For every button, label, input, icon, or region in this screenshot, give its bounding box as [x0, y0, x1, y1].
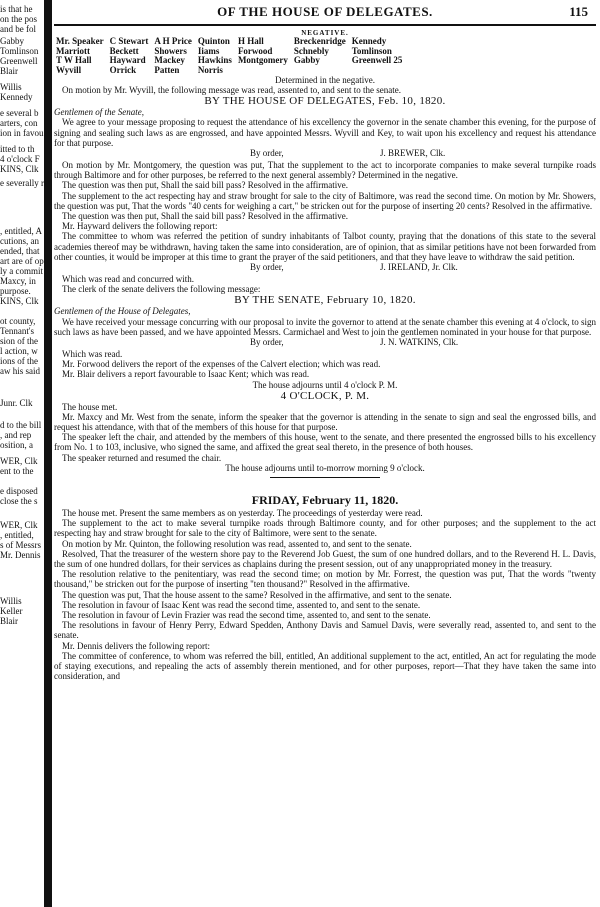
- page-number: 115: [569, 4, 588, 19]
- salutation-senate: Gentlemen of the Senate,: [54, 107, 144, 118]
- paragraph-house-met: The house met.: [62, 401, 118, 412]
- gutter-fragment: , entitled, A: [0, 226, 42, 236]
- gutter-fragment: 4 o'clock F: [0, 154, 40, 164]
- adjourn-notice-1: The house adjourns until 4 o'clock P. M.: [252, 379, 398, 390]
- delegate-name: Gabby: [293, 55, 320, 65]
- gutter-fragment: d to the bill: [0, 420, 42, 430]
- gutter-fragment: is that he: [0, 4, 33, 14]
- delegate-name: Breckenridge: [293, 36, 346, 46]
- paragraph-dennis: Mr. Dennis delivers the following report:: [62, 640, 210, 651]
- paragraph-wyvill-motion: On motion by Mr. Wyvill, the following message was read, assented to, and sent to the senate.: [62, 85, 401, 95]
- gutter-fragment: ly a commit: [0, 266, 43, 276]
- gutter-fragment: Tennant's: [0, 326, 34, 336]
- clerk-name: J. N. WATKINS, Clk.: [380, 337, 459, 348]
- paragraph-montgomery: On motion by Mr. Montgomery, the question was put, That the supplement to the act to incorporate companies to make several turnpike roads through Baltimore and for other purposes, be referred to the next general assembly? Determined in the negative.: [54, 160, 596, 181]
- negative-votes-table: [56, 37, 408, 75]
- gutter-fragment: Tomlinson: [0, 46, 39, 56]
- gutter-fragment: on the pos: [0, 14, 37, 24]
- delegate-name: Quinton: [197, 36, 230, 46]
- delegate-name: Beckett: [109, 45, 139, 56]
- delegate-name: Patten: [154, 64, 180, 75]
- paragraph-resolved-chaplains: Resolved, That the treasurer of the western shore pay to the Reverend Job Guest, the sum of one hundred dollars, and to the Reverend H. L. Davis, the sum of one hundred dollars, for their services as chaplains during the present session, out of any unappropriated money in the treasury.: [54, 548, 596, 569]
- gutter-fragment: cutions, an: [0, 236, 39, 246]
- paragraph-hay-straw: The supplement to the act respecting hay and straw brought for sale to the city of Baltimore, was read the second time. On motion by Mr. Showers, the question was put, That the words "40 cents for weighing a cart," be stricken out for the purpose of inserting 20 cents? Resolved in the affirmative.: [54, 190, 596, 211]
- gutter-fragment: arters, con: [0, 118, 38, 128]
- delegate-name: Kennedy: [351, 36, 387, 46]
- paragraph-read-concurred: Which was read and concurred with.: [62, 274, 194, 285]
- clerk-name: J. IRELAND, Jr. Clk.: [380, 262, 458, 273]
- gutter-fragment: e several b: [0, 108, 39, 118]
- document-page: [54, 0, 596, 907]
- gutter-fragment: Mr. Dennis: [0, 550, 41, 560]
- gutter-fragment: sion of the: [0, 336, 38, 346]
- delegate-name: Mackey: [154, 55, 185, 65]
- delegate-name: Montgomery: [237, 55, 288, 65]
- gutter-fragment: , entitled,: [0, 530, 34, 540]
- paragraph-question-3: The question was put, That the house assent to the same? Resolved in the affirmative, and sent to the senate.: [62, 589, 452, 600]
- delegate-name: [238, 66, 294, 76]
- delegate-name: Marriott: [56, 45, 90, 56]
- gutter-fragment: s of Messrs: [0, 540, 42, 550]
- delegate-name: Showers: [154, 45, 187, 56]
- delegate-name: Hawkins: [197, 55, 232, 65]
- paragraph-kent: The resolution in favour of Isaac Kent was read the second time, assented to, and sent to the senate.: [62, 599, 421, 610]
- gutter-fragment: Blair: [0, 616, 18, 626]
- paragraph-which-read: Which was read.: [62, 349, 123, 360]
- paragraph-speaker-left: The speaker left the chair, and attended by the members of this house, went to the senate, and there presented the engrossed bills to his excellency from No. 1 to 103, inclusive, who signed the same, and affixed the great seal thereto, in the presence of both houses.: [54, 432, 596, 453]
- gutter-fragment: WER, Clk: [0, 456, 38, 466]
- paragraph-conference: The committee of conference, to whom was referred the bill, entitled, An additional supplement to the act, entitled, An act for regulating the mode of staying executions, and repealing the acts of assembly therein mentioned, and for other purposes, report—That they have taken the same into consideration, and: [54, 650, 596, 682]
- gutter-fragment: ent to the: [0, 466, 34, 476]
- four-oclock-heading: 4 O'CLOCK, P. M.: [280, 389, 370, 402]
- delegate-name: Forwood: [237, 45, 273, 56]
- message-house-heading: BY THE HOUSE OF DELEGATES, Feb. 10, 1820.: [204, 95, 446, 108]
- paragraph-question-1: The question was then put, Shall the said bill pass? Resolved in the affirmative.: [62, 180, 349, 191]
- negative-votes-row: [56, 56, 408, 66]
- delegate-name: Hayward: [109, 55, 146, 65]
- delegate-name: A H Price: [154, 36, 192, 46]
- friday-heading: FRIDAY, February 11, 1820.: [251, 492, 399, 507]
- signature-watkins: [54, 337, 596, 349]
- delegate-name: T W Hall: [56, 55, 92, 65]
- by-order-label: By order,: [250, 148, 284, 159]
- delegate-name: C Stewart: [109, 36, 149, 46]
- page-title: OF THE HOUSE OF DELEGATES.: [217, 4, 433, 19]
- gutter-fragment: ions of the: [0, 356, 38, 366]
- page-fold-shadow: [44, 0, 52, 907]
- salutation-house: Gentlemen of the House of Delegates,: [54, 306, 191, 317]
- gutter-fragment: Kennedy: [0, 92, 33, 102]
- gutter-fragment: itted to th: [0, 144, 35, 154]
- paragraph-speaker-returned: The speaker returned and resumed the chair.: [62, 452, 222, 463]
- left-page-gutter: [0, 0, 44, 907]
- delegate-name: [294, 66, 352, 76]
- gutter-fragment: ion in favou: [0, 128, 44, 138]
- adjourn-notice-2: The house adjourns until to-morrow morning 9 o'clock.: [225, 462, 425, 473]
- gutter-fragment: Maxcy, in: [0, 276, 36, 286]
- gutter-fragment: art are of op: [0, 256, 44, 266]
- gutter-fragment: purpose.: [0, 286, 31, 296]
- gutter-fragment: l action, w: [0, 346, 38, 356]
- signature-ireland: [54, 262, 596, 274]
- gutter-fragment: ended, that: [0, 246, 40, 256]
- paragraph-quinton: On motion by Mr. Quinton, the following resolution was read, assented to, and sent to the senate.: [62, 538, 412, 549]
- gutter-fragment: Blair: [0, 66, 18, 76]
- delegate-name: [352, 66, 409, 76]
- paragraph-question-2: The question was then put, Shall the said bill pass? Resolved in the affirmative.: [62, 211, 349, 222]
- delegate-name: Norris: [197, 64, 223, 75]
- paragraph-hayward: Mr. Hayward delivers the following report:: [62, 221, 218, 232]
- delegate-name: Iiams: [197, 45, 220, 56]
- gutter-fragment: Junr. Clk: [0, 398, 33, 408]
- clerk-name: J. BREWER, Clk.: [380, 148, 446, 159]
- paragraph-talbot-committee: The committee to whom was referred the petition of sundry inhabitants of Talbot county, praying that the donations of this state to the several academies thereof may be withdrawn, having taken the same into consideration, are of opinion, that as similar petitions have not been forwarded from other counties, it would be improper at this time to grant the prayer of the said petitioners, and that they have leave to withdraw the said petition.: [54, 231, 596, 262]
- paragraph-frazier: The resolution in favour of Levin Frazier was read the second time, assented to, and sent to the senate.: [62, 609, 431, 620]
- section-divider: [270, 477, 380, 478]
- delegate-name: Schnebly: [293, 45, 329, 56]
- paragraph-blair: Mr. Blair delivers a report favourable to Isaac Kent; which was read.: [62, 369, 310, 380]
- gutter-fragment: KINS, Clk: [0, 296, 39, 306]
- paragraph-forwood: Mr. Forwood delivers the report of the expenses of the Calvert election; which was read.: [62, 359, 381, 370]
- negative-votes-row: [56, 66, 408, 76]
- gutter-fragment: KINS, Clk: [0, 164, 39, 174]
- page-header: [54, 0, 596, 26]
- gutter-fragment: WER, Clk: [0, 520, 38, 530]
- delegate-name: Mr. Speaker: [56, 36, 104, 46]
- paragraph-clerk-senate: The clerk of the senate delivers the following message:: [62, 284, 261, 295]
- gutter-fragment: e disposed: [0, 486, 38, 496]
- gutter-fragment: Willis: [0, 82, 22, 92]
- delegate-name: Orrick: [109, 64, 137, 75]
- delegate-name: Tomlinson: [351, 45, 392, 56]
- gutter-fragment: and be fol: [0, 24, 36, 34]
- gutter-fragment: aw his said: [0, 366, 40, 376]
- gutter-fragment: close the s: [0, 496, 38, 506]
- delegate-name: H Hall: [237, 36, 264, 46]
- paragraph-maxcy-west: Mr. Maxcy and Mr. West from the senate, inform the speaker that the governor is attending in the senate to sign and seal the engrossed bills, and request his attendance, with that of the members of this house for that purpose.: [54, 411, 596, 433]
- paragraph-perry: The resolutions in favour of Henry Perry, Edward Spedden, Anthony Davis and Samuel Davis, were severally read, assented to, and sent to the senate.: [54, 620, 596, 641]
- delegate-name: Greenwell 25: [351, 55, 403, 65]
- message-senate-body: We have received your message concurring with our proposal to invite the governor to attend at the senate chamber this evening at 4 o'clock, to sign such laws as have been passed, and we have appointed Messrs. Carmichael and West to join the gentlemen nominated in your house for that purpose.: [54, 316, 596, 337]
- signature-brewer: [54, 148, 596, 160]
- gutter-fragment: ot county,: [0, 316, 36, 326]
- by-order-label: By order,: [250, 337, 284, 348]
- negative-label: NEGATIVE.: [301, 29, 349, 37]
- paragraph-penitentiary: The resolution relative to the penitentiary, was read the second time; on motion by Mr. Forrest, the question was put, That the words "twenty thousand," be stricken out for the purpose of inserting "ten thousand?" Resolved in the affirmative.: [54, 569, 596, 590]
- message-house-body: We agree to your message proposing to request the attendance of his excellency the governor in the senate chamber this evening, for the purpose of signing and sealing such laws as are engrossed, and have appointed Messrs. Wyvill and Key, to wait upon his excellency and request his attendance for that purpose.: [54, 117, 596, 148]
- gutter-fragment: osition, a: [0, 440, 33, 450]
- determined-negative: Determined in the negative.: [275, 75, 375, 85]
- by-order-label: By order,: [250, 262, 284, 273]
- paragraph-friday-supplement: The supplement to the act to make several turnpike roads through Baltimore county, and for other purposes; and the supplement to the act respecting hay and straw brought for sale to the city of Baltimore, were sent to the senate.: [54, 518, 596, 539]
- gutter-fragment: Keller: [0, 606, 23, 616]
- gutter-fragment: e severally r: [0, 178, 44, 188]
- gutter-fragment: Gabby: [0, 36, 24, 46]
- gutter-fragment: Greenwell: [0, 56, 38, 66]
- message-senate-heading: BY THE SENATE, February 10, 1820.: [234, 294, 416, 307]
- paragraph-friday-met: The house met. Present the same members as on yesterday. The proceedings of yesterday were read.: [62, 507, 423, 518]
- delegate-name: Wyvill: [56, 64, 82, 75]
- gutter-fragment: , and rep: [0, 430, 32, 440]
- gutter-fragment: Willis: [0, 596, 22, 606]
